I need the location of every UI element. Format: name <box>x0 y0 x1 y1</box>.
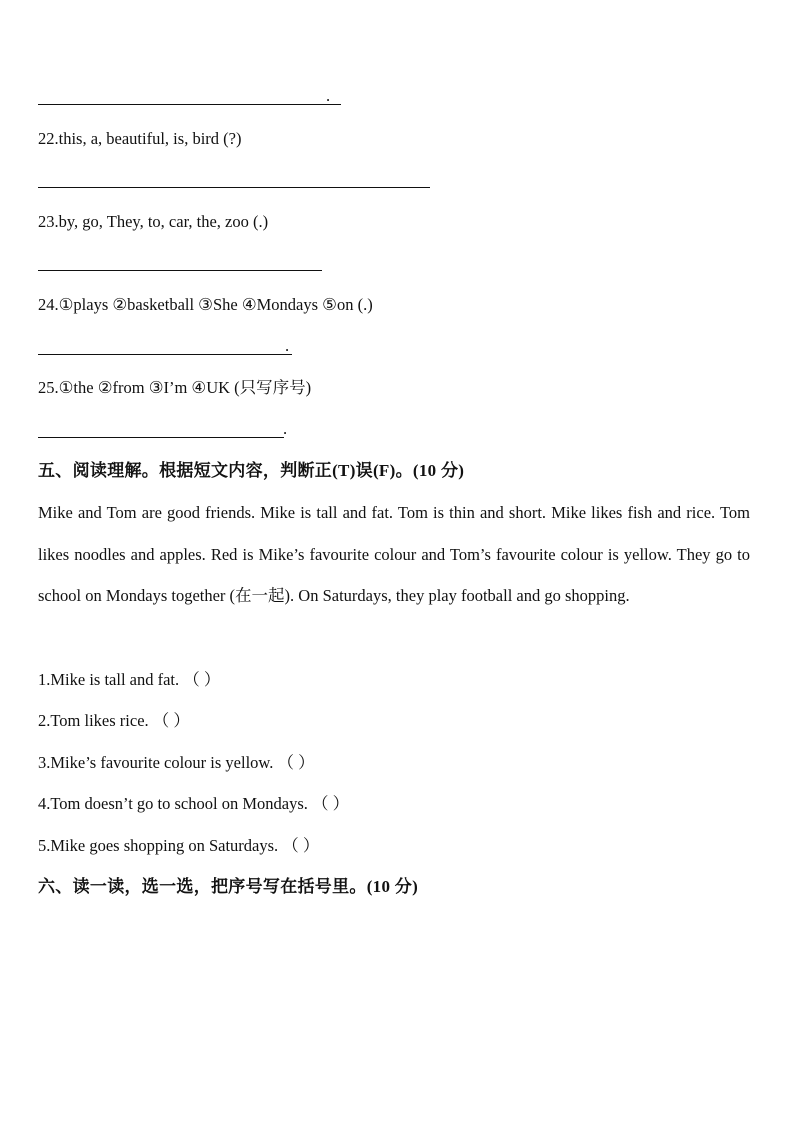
answer-period-24: . <box>285 336 290 355</box>
answer-line-22[interactable] <box>38 187 430 188</box>
tf-question-4: 4.Tom doesn’t go to school on Mondays. （ ） <box>38 794 350 813</box>
answer-line-21[interactable] <box>38 104 341 105</box>
section-5-heading: 五、阅读理解。根据短文内容，判断正(T)误(F)。(10 分) <box>38 461 465 480</box>
tf-question-3: 3.Mike’s favourite colour is yellow. （ ） <box>38 753 315 772</box>
question-23: 23.by, go, They, to, car, the, zoo (.) <box>38 212 269 231</box>
question-22: 22.this, a, beautiful, is, bird (?) <box>38 129 242 148</box>
answer-period-21: . <box>326 86 331 105</box>
tf-question-1: 1.Mike is tall and fat. （ ） <box>38 670 221 689</box>
answer-line-23[interactable] <box>38 270 322 271</box>
answer-line-25[interactable] <box>38 437 284 438</box>
answer-period-25: . <box>283 419 288 438</box>
tf-question-5: 5.Mike goes shopping on Saturdays. （ ） <box>38 836 320 855</box>
section-6-heading: 六、读一读，选一选，把序号写在括号里。(10 分) <box>38 877 419 896</box>
question-24: 24.①plays ②basketball ③She ④Mondays ⑤on (.) <box>38 295 373 314</box>
tf-question-2: 2.Tom likes rice. （ ） <box>38 711 190 730</box>
question-25: 25.①the ②from ③I’m ④UK (只写序号) <box>38 378 312 397</box>
reading-passage: Mike and Tom are good friends. Mike is tall and fat. Tom is thin and short. Mike likes fish and rice. Tom likes noodles and apples. Red is Mike’s favourite colour and Tom’s favourite colour is yellow. They go to school on Mondays together (在一起). On Saturdays, they play football and go shopping. <box>38 503 750 606</box>
answer-line-24[interactable] <box>38 354 292 355</box>
